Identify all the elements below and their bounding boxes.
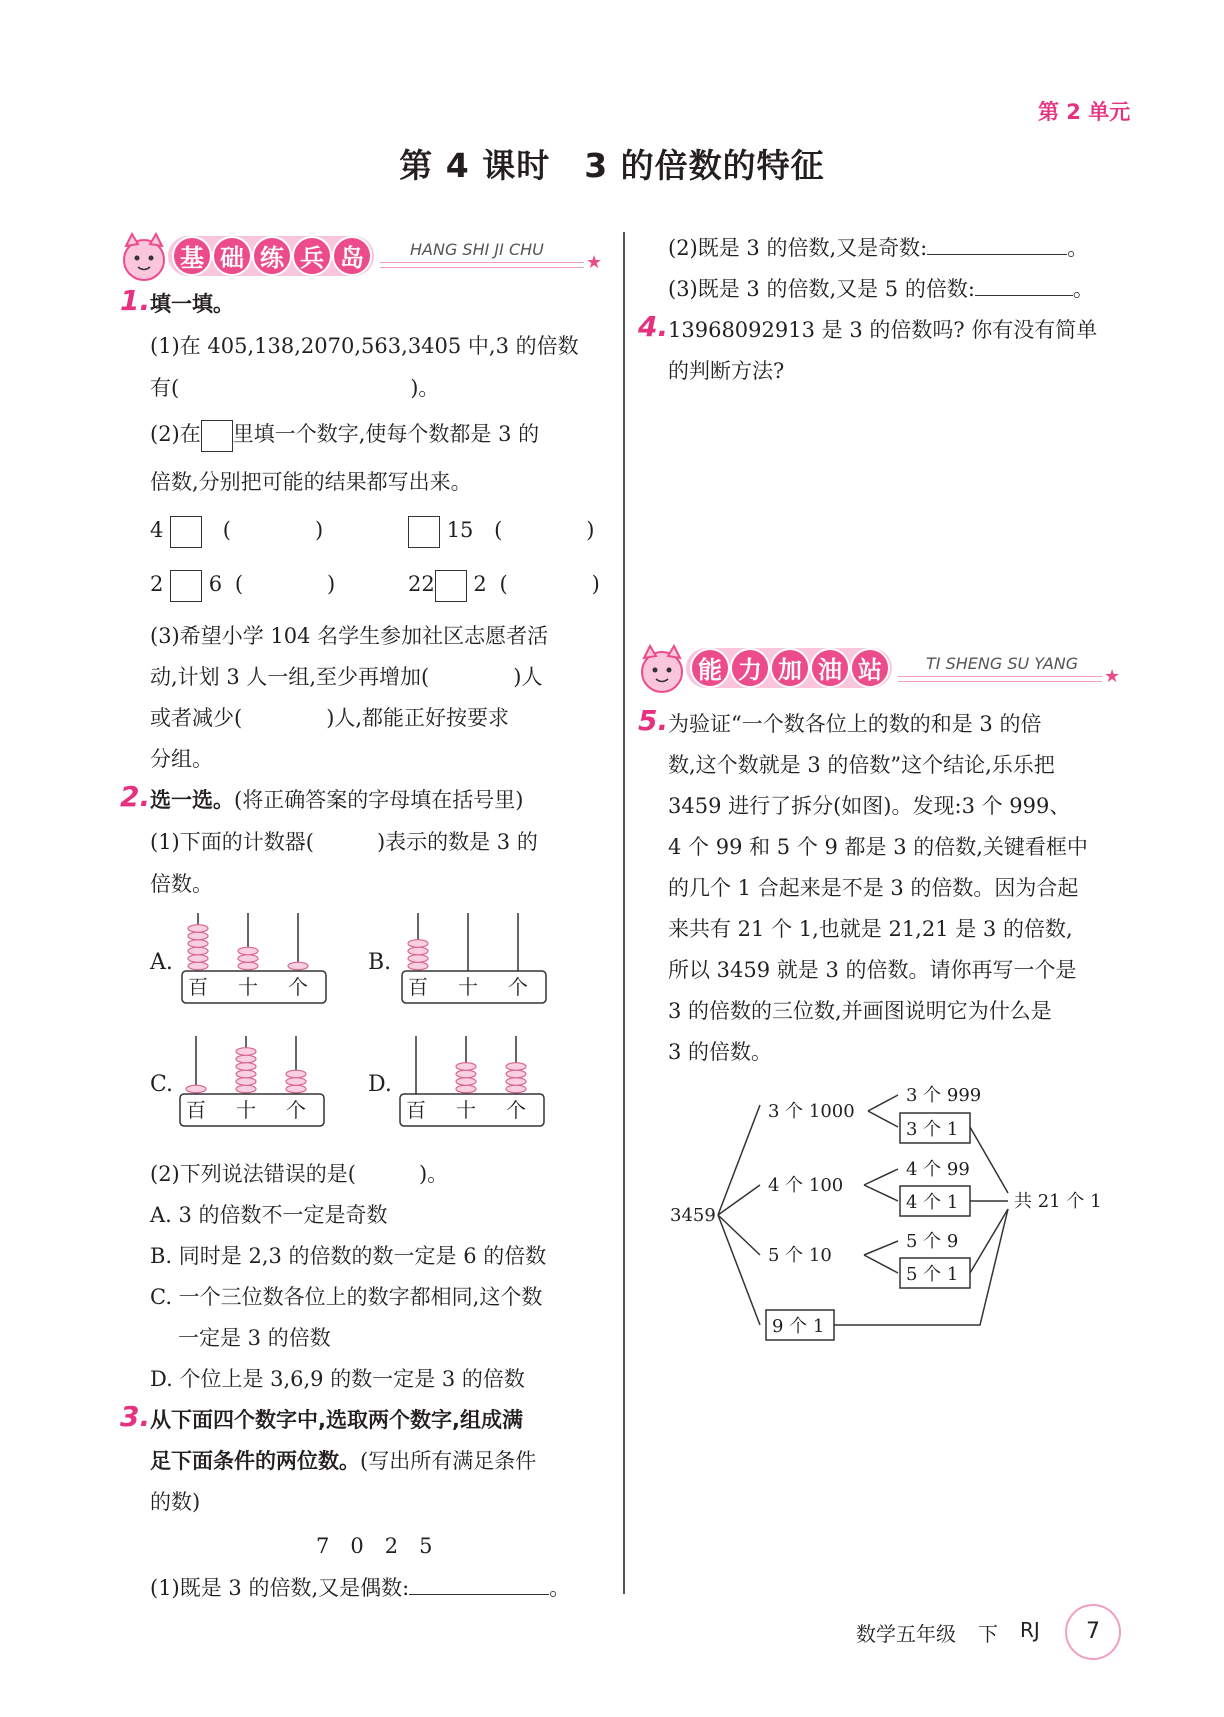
q3-part1 (150, 1572, 570, 1602)
abacus-bead (456, 1085, 476, 1093)
q3-part2 (668, 232, 1088, 262)
abacus-bead (186, 1085, 206, 1093)
banner-char: 能 (690, 648, 730, 688)
abacus-place-label: 个 (286, 1098, 306, 1122)
q4-line1: 13968092913 是 3 的倍数吗? 你有没有简单 (668, 318, 1098, 342)
decomposition-diagram (670, 1075, 1120, 1355)
option-d: D. 个位上是 3,6,9 的数一定是 3 的倍数 (150, 1367, 525, 1391)
q3-title: 足下面条件的两位数。 (150, 1449, 360, 1473)
q1-part3-line4: 分组。 (150, 747, 213, 771)
digit: 4 (150, 518, 164, 542)
banner-char: 力 (730, 648, 770, 688)
q1-part1-line1: (1)在 405,138,2070,563,3405 中,3 的倍数 (150, 334, 579, 358)
abacus-c (178, 1028, 348, 1134)
star-icon: ★ (586, 252, 603, 273)
banner-char: 加 (770, 648, 810, 688)
abacus-place-label: 百 (188, 975, 208, 999)
abacus-bead (506, 1063, 526, 1071)
abacus-bead (456, 1078, 476, 1086)
diagram-node: 5 个 9 (906, 1231, 959, 1252)
abacus-place-label: 十 (236, 1098, 256, 1122)
q5-line: 所以 3459 就是 3 的倍数。请你再写一个是 (668, 958, 1077, 982)
answer-paren[interactable]: ( ) (222, 518, 324, 542)
answer-line[interactable] (975, 274, 1073, 296)
abacus-bead (506, 1078, 526, 1086)
answer-paren[interactable]: ( ) (494, 518, 595, 542)
digit: 6 (208, 572, 223, 596)
q1-part3-line3: 或者减少( )人,都能正好按要求 (150, 706, 510, 730)
abacus-bead (236, 1078, 256, 1086)
abacus-a (180, 905, 350, 1011)
footer-volume: 下 (978, 1622, 998, 1646)
abacus-bead (236, 1063, 256, 1071)
answer-box[interactable] (201, 420, 233, 452)
question-note: (将正确答案的字母填在括号里) (234, 788, 524, 812)
text: 。 (549, 1576, 571, 1600)
abacus-place-label: 个 (288, 975, 308, 999)
option-b: B. 同时是 2,3 的倍数的数一定是 6 的倍数 (150, 1244, 547, 1268)
diagram-node: 3 个 999 (906, 1085, 982, 1106)
abacus-bead (408, 962, 428, 970)
q1-fill-row (408, 514, 595, 548)
text: (2)在 (150, 422, 201, 446)
abacus-place-label: 十 (458, 975, 478, 999)
abacus-d (398, 1028, 568, 1134)
option-c-line1: C. 一个三位数各位上的数字都相同,这个数 (150, 1285, 543, 1309)
star-icon: ★ (1104, 666, 1121, 687)
abacus-option-label[interactable]: B. (368, 950, 392, 975)
q5-line: 3459 进行了拆分(如图)。发现:3 个 999、 (668, 794, 1071, 818)
diagram-node: 3 个 1000 (768, 1101, 855, 1122)
abacus-bead (188, 947, 208, 955)
cat-mascot-icon (118, 232, 170, 284)
q3-part3 (668, 273, 1094, 303)
abacus-bead (236, 1070, 256, 1078)
answer-box[interactable] (408, 516, 440, 548)
q2-part1-line2: 倍数。 (150, 872, 213, 896)
cat-mascot-icon (636, 644, 688, 696)
answer-box[interactable] (170, 570, 202, 602)
q5-line: 数,这个数就是 3 的倍数”这个结论,乐乐把 (668, 753, 1055, 777)
abacus-place-label: 个 (506, 1098, 526, 1122)
abacus-bead (288, 962, 308, 970)
q5-line: 的几个 1 合起来是不是 3 的倍数。因为合起 (668, 876, 1079, 900)
page-number: 7 (1065, 1604, 1121, 1660)
text: (1)既是 3 的倍数,又是偶数: (150, 1576, 410, 1600)
abacus-bead (188, 955, 208, 963)
text: 里填一个数字,使每个数都是 3 的 (232, 422, 540, 446)
abacus-bead (456, 1070, 476, 1078)
q1-part1-line2: 有( )。 (150, 376, 440, 400)
option-c-line2: 一定是 3 的倍数 (178, 1326, 331, 1350)
q3-note-end: 的数) (150, 1490, 201, 1514)
answer-box[interactable] (435, 570, 467, 602)
abacus-b (400, 905, 570, 1011)
abacus-bead (236, 1085, 256, 1093)
abacus-bead (188, 932, 208, 940)
digit: 22 (408, 572, 435, 596)
answer-paren[interactable]: ( ) (234, 572, 336, 596)
answer-line[interactable] (409, 1573, 549, 1595)
diagram-node: 4 个 1 (906, 1192, 959, 1213)
abacus-place-label: 百 (186, 1098, 206, 1122)
abacus-bead (188, 940, 208, 948)
abacus-bead (506, 1070, 526, 1078)
column-divider (623, 232, 625, 1594)
diagram-node: 9 个 1 (772, 1316, 825, 1337)
abacus-place-label: 十 (456, 1098, 476, 1122)
abacus-option-label[interactable]: D. (368, 1072, 392, 1097)
abacus-bead (236, 1048, 256, 1056)
abacus-place-label: 个 (508, 975, 528, 999)
footer-edition: RJ (1020, 1618, 1040, 1642)
q1-part3-line2: 动,计划 3 人一组,至少再增加( )人 (150, 665, 543, 689)
abacus-option-label[interactable]: A. (150, 950, 173, 975)
abacus-bead (408, 940, 428, 948)
question-number: 5. (638, 704, 669, 737)
banner-char: 油 (810, 648, 850, 688)
question-number: 2. (120, 780, 151, 813)
abacus-bead (506, 1085, 526, 1093)
answer-line[interactable] (927, 233, 1067, 255)
answer-box[interactable] (170, 516, 202, 548)
q3-title-line2 (150, 1445, 536, 1475)
abacus-bead (408, 947, 428, 955)
banner-char: 岛 (332, 236, 372, 276)
q1-part3-line1: (3)希望小学 104 名学生参加社区志愿者活 (150, 624, 549, 648)
abacus-bead (236, 1055, 256, 1063)
abacus-bead (238, 962, 258, 970)
diagram-node: 3 个 1 (906, 1119, 959, 1140)
abacus-bead (408, 955, 428, 963)
abacus-bead (456, 1063, 476, 1071)
abacus-bead (238, 955, 258, 963)
q1-part2-line2: 倍数,分别把可能的结果都写出来。 (150, 470, 472, 494)
unit-label: 第 2 单元 (1038, 100, 1131, 124)
q5-line: 4 个 99 和 5 个 9 都是 3 的倍数,关键看框中 (668, 835, 1088, 859)
q1-fill-row (150, 514, 323, 548)
diagram-root: 3459 (670, 1205, 716, 1226)
q5-line: 为验证“一个数各位上的数的和是 3 的倍 (668, 712, 1042, 736)
question-title: 填一填。 (150, 292, 234, 316)
banner-char: 兵 (292, 236, 332, 276)
q2-part2: (2)下列说法错误的是( )。 (150, 1162, 449, 1186)
diagram-node: 4 个 99 (906, 1159, 970, 1180)
q3-digits: 7 0 2 5 (316, 1534, 433, 1558)
option-a: A. 3 的倍数不一定是奇数 (150, 1203, 388, 1227)
abacus-bead (238, 947, 258, 955)
q5-line: 3 的倍数。 (668, 1040, 773, 1064)
q1-fill-row (408, 568, 600, 602)
text: 。 (1067, 236, 1089, 260)
abacus-option-label[interactable]: C. (150, 1072, 174, 1097)
q5-line: 3 的倍数的三位数,并画图说明它为什么是 (668, 999, 1052, 1023)
abacus-bead (286, 1070, 306, 1078)
text: 。 (1072, 277, 1094, 301)
banner-char: 练 (252, 236, 292, 276)
q1-part2-line1 (150, 418, 539, 452)
banner-char: 基 (172, 236, 212, 276)
footer-book: 数学五年级 (856, 1622, 956, 1646)
q2-part1-line1: (1)下面的计数器( )表示的数是 3 的 (150, 830, 538, 854)
question-number: 1. (120, 284, 151, 317)
banner-char: 站 (850, 648, 890, 688)
q1-fill-row (150, 568, 335, 602)
abacus-place-label: 百 (406, 1098, 426, 1122)
answer-paren[interactable]: ( ) (499, 572, 600, 596)
diagram-node: 5 个 10 (768, 1245, 832, 1266)
banner-char: 础 (212, 236, 252, 276)
q5-line: 来共有 21 个 1,也就是 21,21 是 3 的倍数, (668, 917, 1073, 941)
diagram-node: 5 个 1 (906, 1264, 959, 1285)
diagram-node: 4 个 100 (768, 1175, 844, 1196)
abacus-place-label: 百 (408, 975, 428, 999)
text: (3)既是 3 的倍数,又是 5 的倍数: (668, 277, 975, 301)
abacus-bead (286, 1078, 306, 1086)
abacus-bead (188, 962, 208, 970)
q4-line2: 的判断方法? (668, 359, 785, 383)
banner-subtitle: HANG SHI JI CHU (410, 240, 544, 259)
abacus-bead (188, 925, 208, 933)
digit: 2 (150, 572, 164, 596)
abacus-bead (286, 1085, 306, 1093)
digit: 2 (473, 572, 487, 596)
question-number: 3. (120, 1400, 151, 1433)
q3-note: (写出所有满足条件 (360, 1449, 537, 1473)
diagram-total: 共 21 个 1 (1014, 1191, 1102, 1212)
question-title: 选一选。 (150, 788, 234, 812)
digit: 15 (446, 518, 474, 542)
text: (2)既是 3 的倍数,又是奇数: (668, 236, 928, 260)
page-title: 第 4 课时 3 的倍数的特征 (399, 146, 825, 185)
q3-title-line1: 从下面四个数字中,选取两个数字,组成满 (150, 1408, 523, 1432)
question-title-row (150, 784, 523, 814)
question-number: 4. (638, 310, 669, 343)
banner-subtitle: TI SHENG SU YANG (926, 654, 1079, 673)
abacus-place-label: 十 (238, 975, 258, 999)
